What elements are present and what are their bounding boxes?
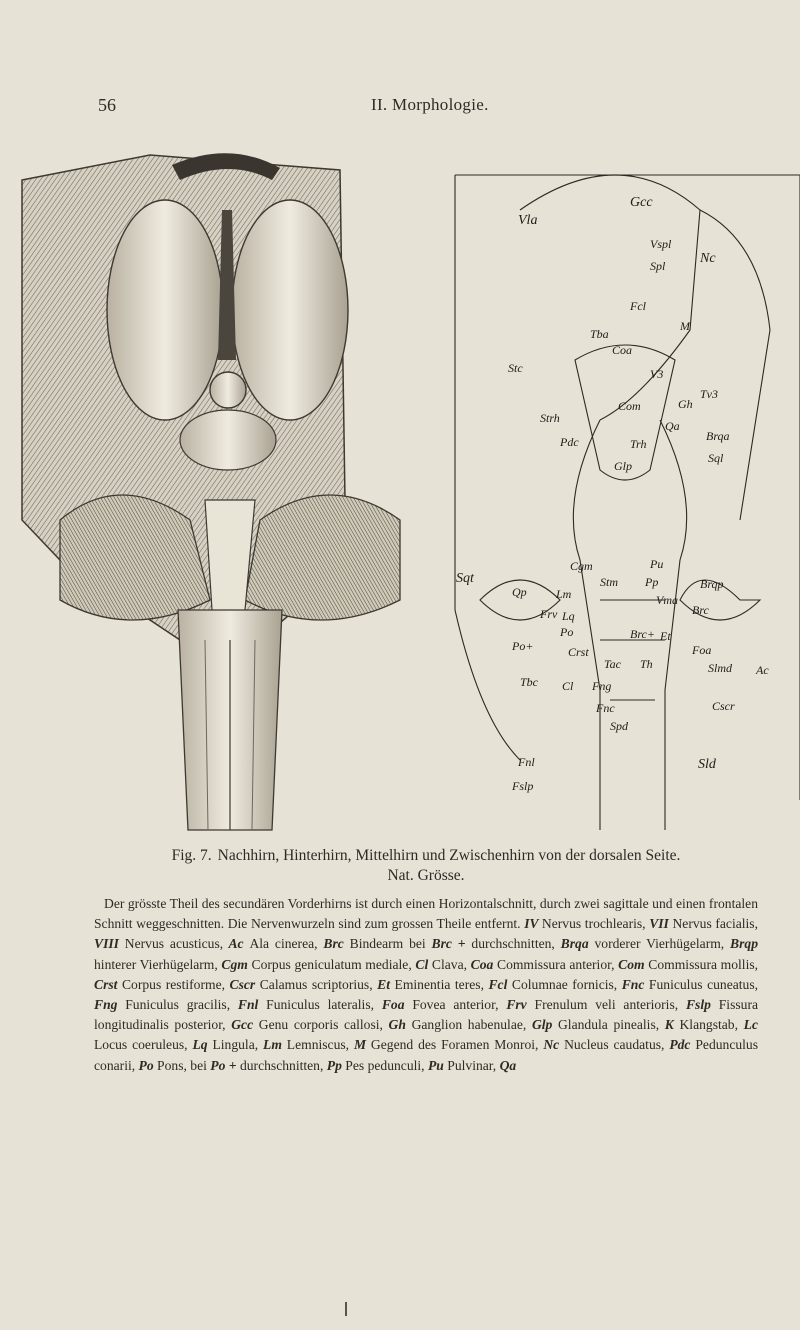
- fig-label: Et: [660, 629, 671, 643]
- legend-abbreviation: Cgm: [217, 956, 252, 972]
- fig-label: Stm: [600, 575, 618, 589]
- legend-abbreviation: Foa: [374, 997, 413, 1013]
- legend-abbreviation: Lc: [738, 1017, 758, 1033]
- legend-abbreviation: Qa: [496, 1057, 517, 1073]
- brain-dorsal-view: [22, 153, 400, 830]
- page-number: 56: [98, 95, 116, 115]
- legend-definition: Funiculus cuneatus,: [648, 976, 759, 992]
- thalamus-right: [232, 200, 348, 420]
- legend-abbreviation: Gcc: [225, 1017, 259, 1033]
- fig-label: Cl: [562, 679, 574, 693]
- fig-label: Sld: [698, 757, 716, 772]
- stray-mark: [345, 1302, 347, 1316]
- colliculi: [180, 410, 276, 470]
- fig-label: Spd: [610, 719, 628, 733]
- legend-definition: Nervus trochlearis,: [541, 916, 646, 932]
- legend-definition: Nervus facialis,: [672, 916, 758, 932]
- fig-label: Tac: [604, 657, 621, 671]
- legend-definition: Ala cinerea,: [249, 936, 318, 952]
- legend-abbreviation: Fcl: [483, 976, 512, 992]
- legend-definition: Frenulum veli anterioris,: [534, 997, 679, 1013]
- legend-definition: Fissura longitudinalis posterior,: [94, 997, 759, 1033]
- fig-label: Com: [618, 399, 641, 413]
- fig-label: Brqp: [700, 577, 724, 591]
- fig-label: Pdc: [560, 435, 579, 449]
- legend-definition: Corpus geniculatum mediale,: [251, 956, 412, 972]
- fig-label: Brqa: [706, 429, 730, 443]
- pineal-gland: [210, 372, 246, 408]
- legend-abbreviation: Cscr: [225, 976, 260, 992]
- legend-abbreviation: Pu: [424, 1057, 448, 1073]
- legend-abbreviation: Gh: [382, 1017, 412, 1033]
- fig-label: Qa: [665, 419, 680, 433]
- fig-label: Po: [560, 625, 574, 639]
- legend-definition: Columnae fornicis,: [511, 976, 618, 992]
- running-title: II. Morphologie.: [371, 95, 489, 114]
- legend-definition: Corpus restiforme,: [121, 976, 226, 992]
- legend-definition: Funiculus gracilis,: [125, 997, 231, 1013]
- fig-label: Ac: [756, 663, 769, 677]
- thalamus-left: [107, 200, 223, 420]
- legend-definition: Commissura mollis,: [648, 956, 759, 972]
- legend-abbreviation: Et: [372, 976, 395, 992]
- legend-abbreviation: M: [349, 1037, 371, 1053]
- figure-labels: [456, 195, 769, 793]
- fig-label: Glp: [614, 459, 632, 473]
- legend-definition: Pedunculus conarii,: [94, 1037, 759, 1073]
- legend-abbreviation: Pp: [323, 1057, 346, 1073]
- legend-abbreviation: Frv: [498, 997, 535, 1013]
- legend-abbreviation: Com: [614, 956, 649, 972]
- legend-definition: vorderer Vierhügelarm,: [594, 936, 725, 952]
- legend-definition: Gegend des Foramen Monroi,: [370, 1037, 539, 1053]
- legend-definition: Pes pedunculi,: [345, 1057, 425, 1073]
- legend-abbreviation: Fng: [94, 997, 126, 1013]
- fig-label: Pp: [645, 575, 659, 589]
- legend-definition: Lemniscus,: [286, 1037, 350, 1053]
- figure-caption: [94, 846, 758, 886]
- fig-label: V3: [650, 367, 664, 381]
- fig-label: Spl: [650, 259, 666, 273]
- legend-abbreviation: VIII: [94, 936, 125, 952]
- caption-line-1: Nachhirn, Hinterhirn, Mittelhirn und Zwischenhirn von der dorsalen Seite.: [217, 847, 681, 864]
- legend-abbreviation: Lq: [187, 1037, 213, 1053]
- legend-abbreviation: Crst: [94, 976, 122, 992]
- cerebellar-peduncle-right: [245, 495, 400, 620]
- fig-label: Foa: [692, 643, 712, 657]
- fig-label: Cgm: [570, 559, 593, 573]
- legend-intro: Der grösste Theil des secundären Vorderhirns ist durch einen Horizontalschnitt, durch zwei sagittale und einen frontalen Schnitt weggeschnitten. Die Nervenwurzeln sind zum grossen Theile entfernt.: [94, 896, 758, 932]
- legend-abbreviation: VII: [645, 916, 673, 932]
- fig-label: Vla: [518, 213, 538, 228]
- legend-abbreviation: Brqa: [554, 936, 595, 952]
- legend-abbreviation: Brc: [317, 936, 350, 952]
- fig-label: Po+: [512, 639, 534, 653]
- fig-label: Fslp: [512, 779, 534, 793]
- fig-label: Gh: [678, 397, 693, 411]
- legend-abbreviation: Cl: [411, 956, 432, 972]
- legend-definition: Eminentia teres,: [394, 976, 484, 992]
- legend-definition: Glandula pinealis,: [557, 1017, 660, 1033]
- fig-label: Brc: [692, 603, 709, 617]
- legend-definition: Locus coeruleus,: [94, 1037, 188, 1053]
- fig-label: Lq: [562, 609, 575, 623]
- legend-definition: Ganglion habenulae,: [411, 1017, 527, 1033]
- legend-abbreviation: Po +: [206, 1057, 240, 1073]
- legend-abbreviation: Glp: [526, 1017, 558, 1033]
- legend-definition: hinterer Vierhügelarm,: [94, 956, 218, 972]
- legend-abbreviation: Nc: [538, 1037, 565, 1053]
- fig-label: Qp: [512, 585, 527, 599]
- fig-label: Pu: [650, 557, 664, 571]
- legend-definition: Nervus acusticus,: [124, 936, 224, 952]
- fig-label: Tv3: [700, 387, 718, 401]
- legend-definition: Pulvinar,: [447, 1057, 497, 1073]
- fig-label: Fnc: [596, 701, 615, 715]
- legend-definition: Nucleus caudatus,: [564, 1037, 665, 1053]
- legend-definition: Fovea anterior,: [412, 997, 499, 1013]
- legend-abbreviation: Po: [135, 1057, 158, 1073]
- legend-definition: durchschnitten,: [471, 936, 555, 952]
- legend-definition: Commissura anterior,: [497, 956, 615, 972]
- fig-label: Cscr: [712, 699, 735, 713]
- fig-label: Sqt: [456, 571, 474, 586]
- legend-definition: Calamus scriptorius,: [259, 976, 373, 992]
- fig-label: Tba: [590, 327, 609, 341]
- legend-definition: Clava,: [431, 956, 468, 972]
- fig-label: Brc+: [630, 627, 655, 641]
- fig-label: Frv: [540, 607, 558, 621]
- fig-label: Stc: [508, 361, 523, 375]
- legend-abbreviation: Coa: [467, 956, 497, 972]
- fig-label: Gcc: [630, 195, 653, 210]
- legend-abbreviation: Lm: [258, 1037, 287, 1053]
- fig-label: Nc: [700, 251, 716, 266]
- legend-abbreviation: IV: [524, 916, 542, 932]
- legend-abbreviation: Fslp: [678, 997, 719, 1013]
- legend-abbreviation: K: [659, 1017, 680, 1033]
- legend-definition: durchschnitten,: [239, 1057, 324, 1073]
- fig-label: Vspl: [650, 237, 672, 251]
- fig-label: Fng: [592, 679, 612, 693]
- legend-definition: Funiculus lateralis,: [266, 997, 375, 1013]
- fig-label: Tbc: [520, 675, 538, 689]
- legend-definition: Lingula,: [212, 1037, 259, 1053]
- fig-label: Slmd: [708, 661, 732, 675]
- legend-abbreviation: Fnc: [617, 976, 649, 992]
- fig-label: Th: [640, 657, 653, 671]
- legend-abbreviation: Brqp: [724, 936, 759, 952]
- caption-line-2: Nat. Grösse.: [387, 867, 465, 884]
- legend-abbreviation: Pdc: [664, 1037, 696, 1053]
- fig-label: Vma: [656, 593, 678, 607]
- legend-definition: Pons, bei: [157, 1057, 207, 1073]
- legend-definition: Genu corporis callosi,: [258, 1017, 383, 1033]
- figure-number: Fig. 7.: [171, 847, 212, 864]
- fig-label: Lm: [556, 587, 572, 601]
- fig-label: Trh: [630, 437, 647, 451]
- fig-label: Sql: [708, 451, 724, 465]
- legend-definition: Klangstab,: [679, 1017, 739, 1033]
- legend-text: [94, 894, 758, 1076]
- fig-label: Strh: [540, 411, 560, 425]
- fig-label: Coa: [612, 343, 633, 357]
- legend-definition: Bindearm bei: [349, 936, 426, 952]
- fig-label: Fcl: [630, 299, 646, 313]
- legend-abbreviation: Brc +: [425, 936, 472, 952]
- fig-label: M: [680, 319, 690, 333]
- fig-label: Crst: [568, 645, 589, 659]
- legend-abbreviation: Ac: [223, 936, 250, 952]
- legend-abbreviation: Fnl: [230, 997, 267, 1013]
- fig-label: Fnl: [518, 755, 535, 769]
